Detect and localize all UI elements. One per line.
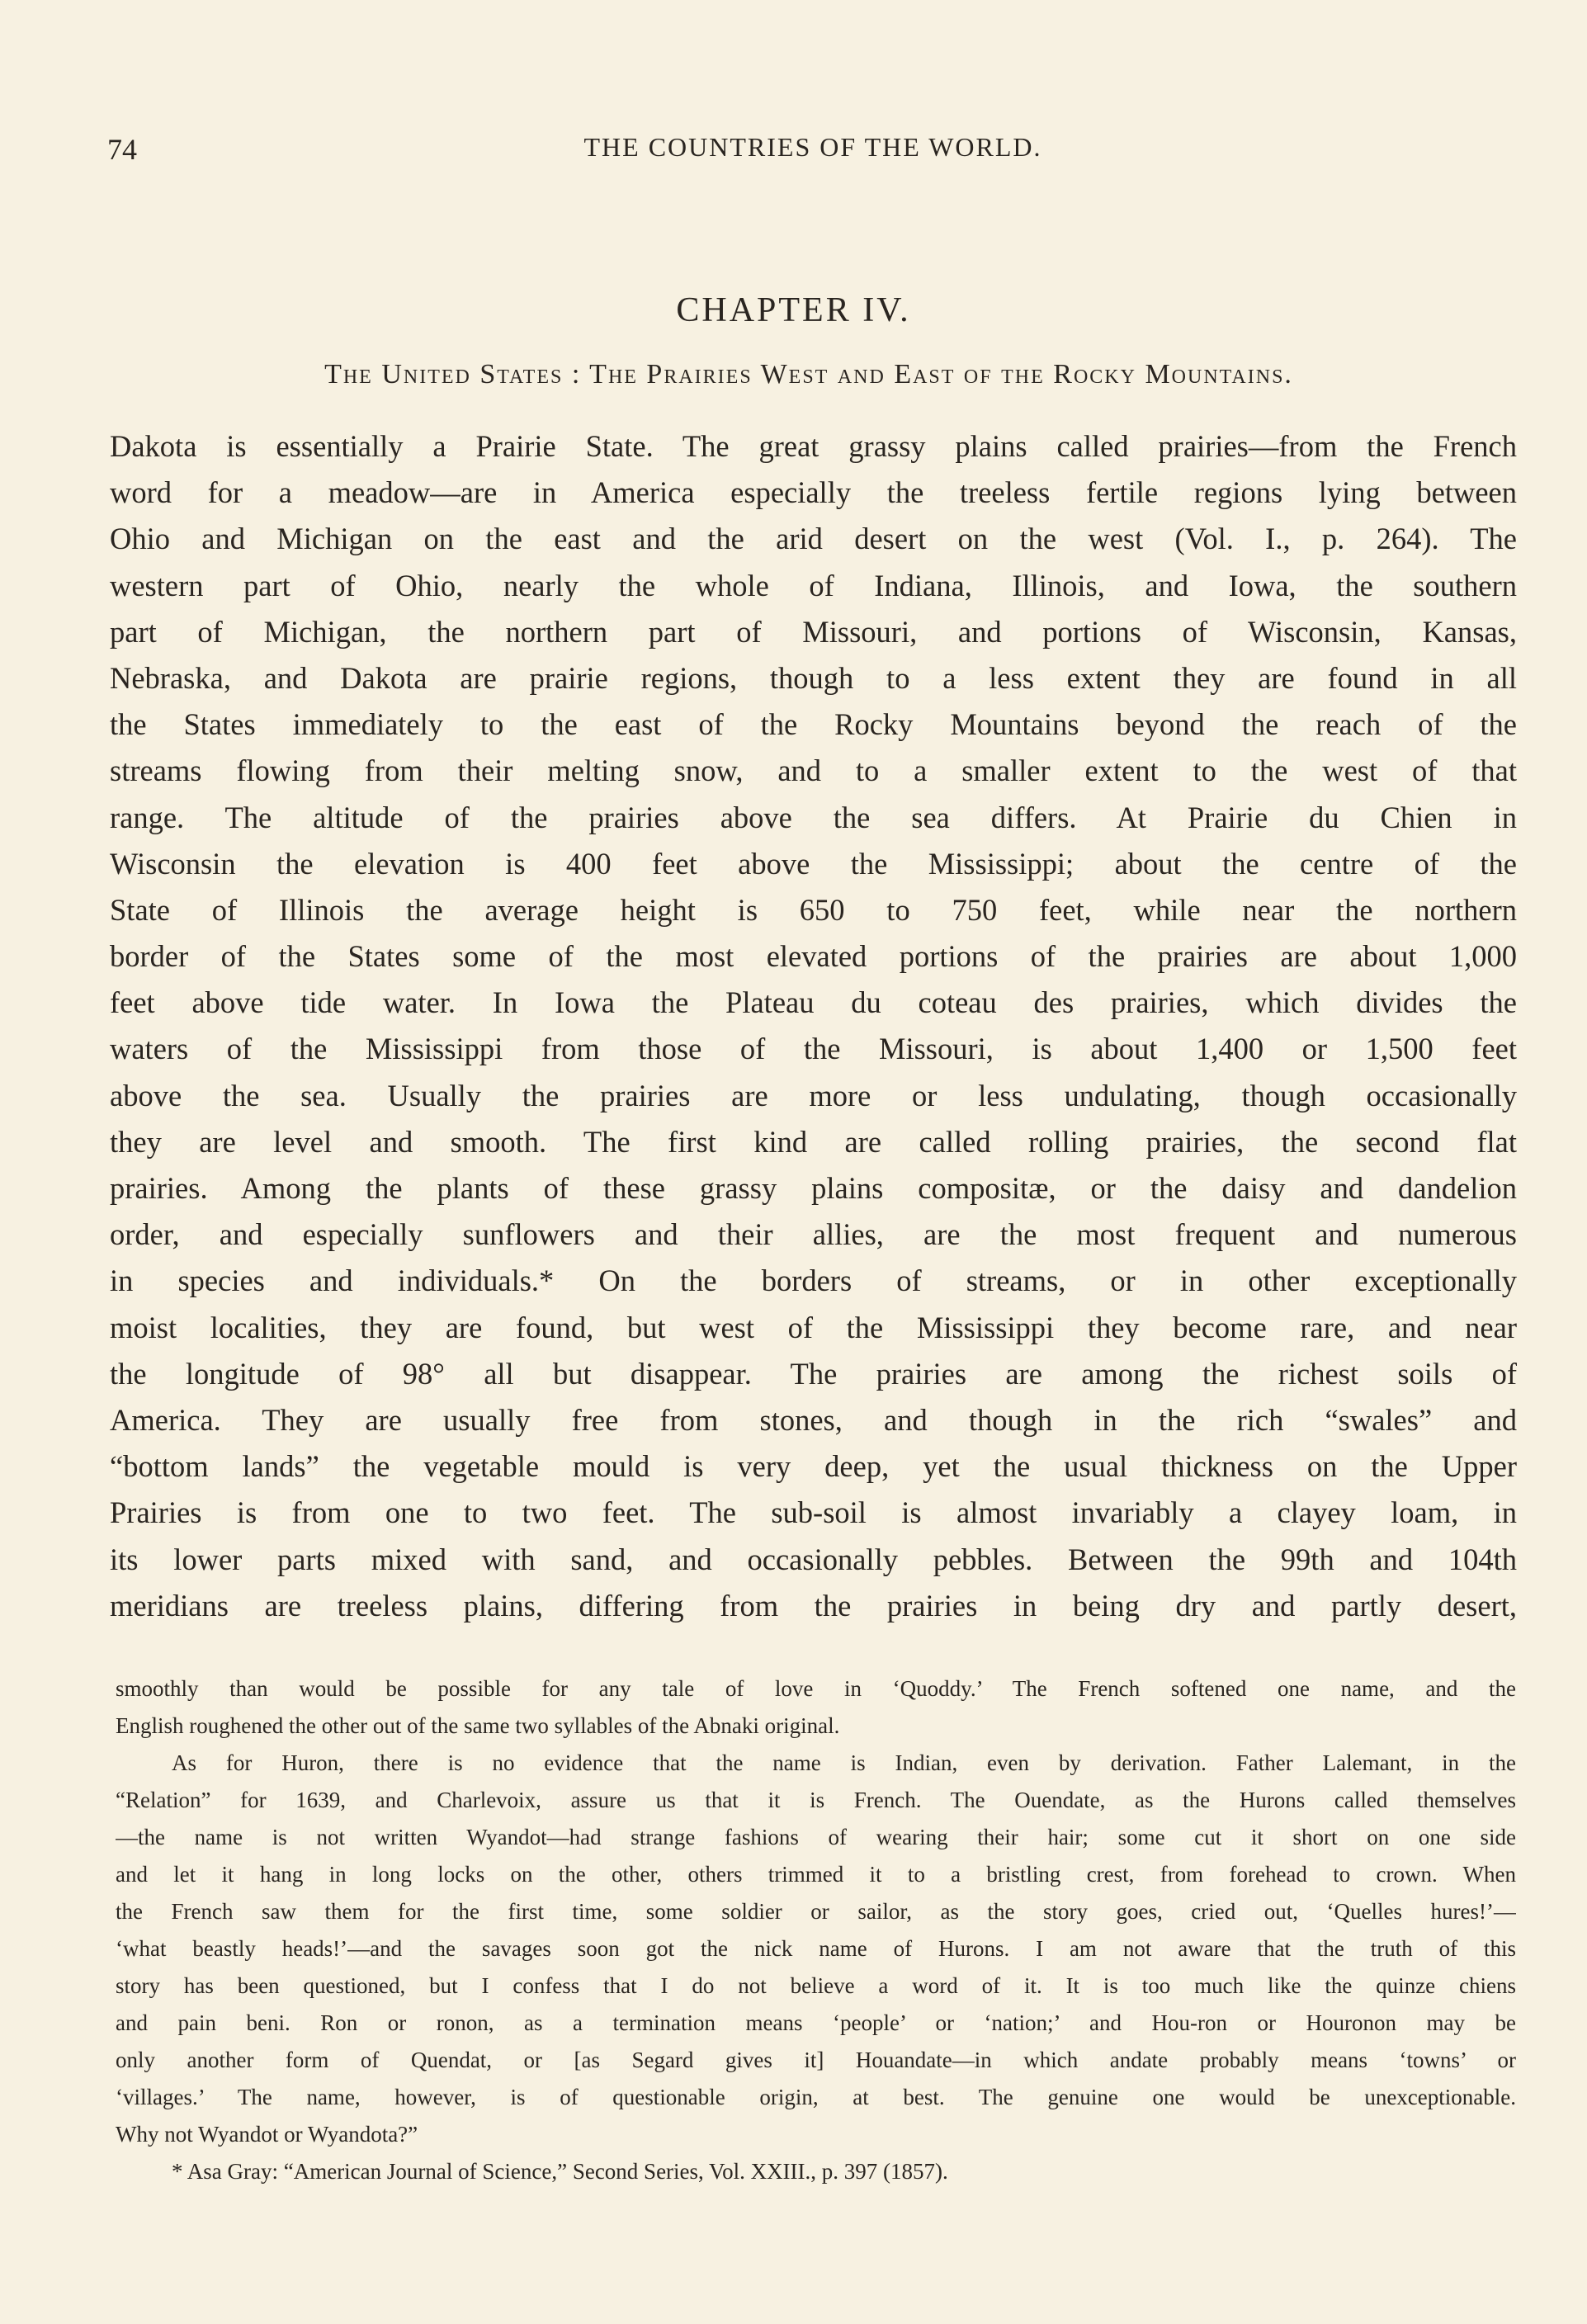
body-line: America. They are usually free from stones, and though in the rich “swales” and (110, 1402, 1517, 1437)
body-line: feet above tide water. In Iowa the Plateau du coteau des prairies, which divides the (110, 985, 1517, 1020)
body-line: Prairies is from one to two feet. The sub-soil is almost invariably a clayey loam, in (110, 1495, 1517, 1530)
body-line: part of Michigan, the northern part of Missouri, and portions of Wisconsin, Kansas, (110, 614, 1517, 649)
body-line: “bottom lands” the vegetable mould is very deep, yet the usual thickness on the Upper (110, 1449, 1517, 1484)
body-paragraph (110, 423, 1517, 1629)
page-number: 74 (107, 133, 137, 166)
body-line: western part of Ohio, nearly the whole of Indiana, Illinois, and Iowa, the southern (110, 568, 1517, 602)
body-line: waters of the Mississippi from those of the Missouri, is about 1,400 or 1,500 feet (110, 1032, 1517, 1066)
running-head (107, 132, 1519, 173)
body-line: border of the States some of the most elevated portions of the prairies are about 1,000 (110, 939, 1517, 974)
running-title: THE COUNTRIES OF THE WORLD. (583, 132, 1042, 162)
body-line: its lower parts mixed with sand, and occasionally pebbles. Between the 99th and 104th (110, 1542, 1517, 1576)
footnote-line: English roughened the other out of the same two syllables of the Abnaki original. (116, 1713, 840, 1738)
body-line: the States immediately to the east of the Rocky Mountains beyond the reach of the (110, 707, 1517, 742)
chapter-subtitle: The United States : The Prairies West and East of the Rocky Mountains. (324, 359, 1293, 390)
footnote-line: and pain beni. Ron or ronon, as a termination means ‘people’ or ‘nation;’ and Hou-ron or Houronon may be (116, 2010, 1516, 2035)
body-line: Wisconsin the elevation is 400 feet above the Mississippi; about the centre of the (110, 846, 1517, 881)
footnote-line: only another form of Quendat, or [as Segard gives it] Houandate—in which andate probably means ‘towns’ or (116, 2048, 1516, 2072)
footnote-line: and let it hang in long locks on the other, others trimmed it to a bristling crest, from forehead to crown. When (116, 1862, 1516, 1887)
body-line: Ohio and Michigan on the east and the arid desert on the west (Vol. I., p. 264). The (110, 522, 1517, 556)
body-line: prairies. Among the plants of these grassy plains compositæ, or the daisy and dandelion (110, 1171, 1517, 1205)
body-line: moist localities, they are found, but west of the Mississippi they become rare, and near (110, 1310, 1517, 1344)
body-line: order, and especially sunflowers and their allies, are the most frequent and numerous (110, 1217, 1517, 1252)
footnote-line: smoothly than would be possible for any tale of love in ‘Quoddy.’ The French softened one name, and the (116, 1676, 1516, 1701)
chapter-title: CHAPTER IV. (676, 291, 911, 329)
body-line: they are level and smooth. The first kind are called rolling prairies, the second flat (110, 1124, 1517, 1159)
footnote-line: As for Huron, there is no evidence that the name is Indian, even by derivation. Father Lalemant, in the (172, 1750, 1516, 1775)
footnote-line: ‘what beastly heads!’—and the savages soon got the nick name of Hurons. I am not aware that the truth of this (116, 1936, 1516, 1961)
footnote-line: —the name is not written Wyandot—had strange fashions of wearing their hair; some cut it short on one side (116, 1825, 1516, 1849)
body-line: range. The altitude of the prairies above the sea differs. At Prairie du Chien in (110, 800, 1517, 834)
body-line: above the sea. Usually the prairies are more or less undulating, though occasionally (110, 1078, 1517, 1112)
body-line: streams flowing from their melting snow, and to a smaller extent to the west of that (110, 753, 1517, 788)
body-line: State of Illinois the average height is 650 to 750 feet, while near the northern (110, 892, 1517, 927)
body-line: the longitude of 98° all but disappear. The prairies are among the richest soils of (110, 1356, 1517, 1391)
footnote-line: ‘villages.’ The name, however, is of questionable origin, at best. The genuine one would be unexceptionable. (116, 2085, 1516, 2109)
footnote-citation: * Asa Gray: “American Journal of Science,” Second Series, Vol. XXIII., p. 397 (1857). (172, 2159, 948, 2184)
footnote-line: “Relation” for 1639, and Charlevoix, assure us that it is French. The Ouendate, as the Hurons called themselves (116, 1788, 1516, 1812)
body-line: meridians are treeless plains, differing from the prairies in being dry and partly desert, (110, 1588, 1517, 1623)
body-line: in species and individuals.* On the borders of streams, or in other exceptionally (110, 1264, 1517, 1298)
footnote-line: Why not Wyandot or Wyandota?” (116, 2122, 418, 2147)
body-line: Nebraska, and Dakota are prairie regions, though to a less extent they are found in all (110, 660, 1517, 695)
body-line: word for a meadow—are in America especially the treeless fertile regions lying between (110, 475, 1517, 510)
footnotes (116, 1670, 1516, 2190)
footnote-line: story has been questioned, but I confess that I do not believe a word of it. It is too much like the quinze chiens (116, 1973, 1516, 1998)
footnote-line: the French saw them for the first time, some soldier or sailor, as the story goes, cried out, ‘Quelles hures!’— (116, 1899, 1516, 1924)
body-line: Dakota is essentially a Prairie State. The great grassy plains called prairies—from the French (110, 429, 1517, 463)
